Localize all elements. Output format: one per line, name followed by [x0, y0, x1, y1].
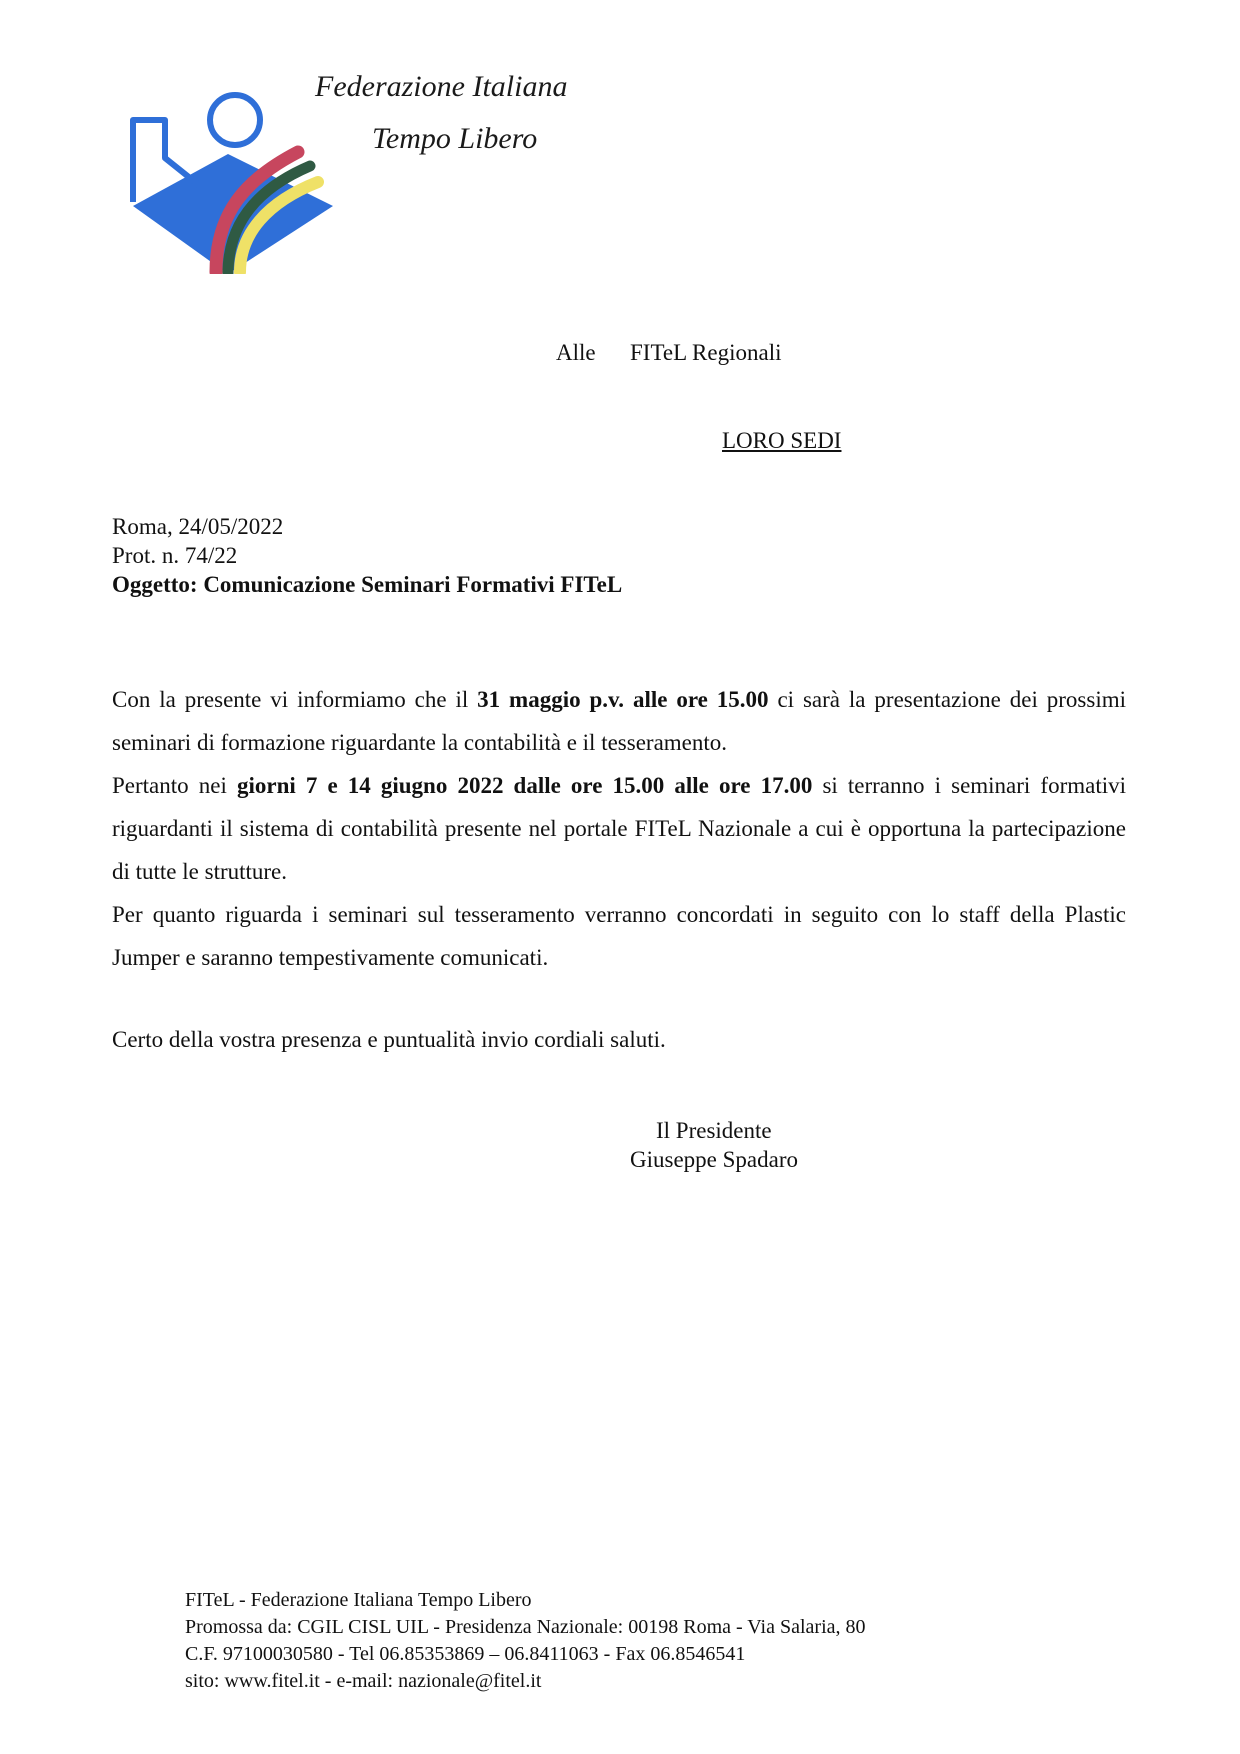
subject-line: Oggetto: Comunicazione Seminari Formativi FITeL — [112, 572, 623, 597]
paragraph-2-highlight: giorni 7 e 14 giugno 2022 dalle ore 15.00 alle ore 17.00 — [236, 773, 813, 798]
body-paragraph-2 — [112, 764, 1126, 893]
protocol-number: Prot. n. 74/22 — [112, 543, 238, 568]
signature-title: Il Presidente — [656, 1118, 772, 1143]
paragraph-2-text-end: si terranno i seminari formativi riguardanti il sistema di contabilità presente nel portale FITeL Nazionale a cui è opportuna la partecipazione di tutte le strutture. — [112, 773, 1127, 884]
signature-name: Giuseppe Spadaro — [630, 1147, 798, 1172]
paragraph-1-text-start: Con la presente vi informiamo che il — [112, 687, 478, 712]
city-date: Roma, 24/05/2022 — [112, 514, 284, 539]
recipient-prefix: Alle — [556, 340, 596, 365]
paragraph-1-highlight: 31 maggio p.v. alle ore 15.00 — [477, 687, 769, 712]
organization-name-line2: Tempo Libero — [372, 122, 538, 155]
paragraph-2-text-start: Pertanto nei — [112, 773, 237, 798]
recipient-sedi: LORO SEDI — [722, 428, 842, 453]
body-paragraph-1 — [112, 678, 1126, 764]
footer-line-web-email: sito: www.fitel.it - e-mail: nazionale@fitel.it — [185, 1670, 542, 1692]
recipient-name: FITeL Regionali — [630, 340, 782, 365]
paragraph-1-text-end: ci sarà la presentazione dei prossimi seminari di formazione riguardante la contabilità e il tesseramento. — [112, 687, 1126, 755]
closing-line: Certo della vostra presenza e puntualità invio cordiali saluti. — [112, 1027, 666, 1052]
footer-line-address: Promossa da: CGIL CISL UIL - Presidenza Nazionale: 00198 Roma - Via Salaria, 80 — [185, 1616, 866, 1638]
footer-line-contacts: C.F. 97100030580 - Tel 06.85353869 – 06.8411063 - Fax 06.8546541 — [185, 1643, 746, 1665]
body-paragraph-3: Per quanto riguarda i seminari sul tesseramento verranno concordati in seguito con lo staff della Plastic Jumper e saranno tempestivamente comunicati. — [112, 902, 1126, 970]
organization-name-line1: Federazione Italiana — [315, 70, 568, 103]
fitel-logo-icon — [128, 84, 348, 274]
footer-line-organization: FITeL - Federazione Italiana Tempo Libero — [185, 1589, 532, 1611]
